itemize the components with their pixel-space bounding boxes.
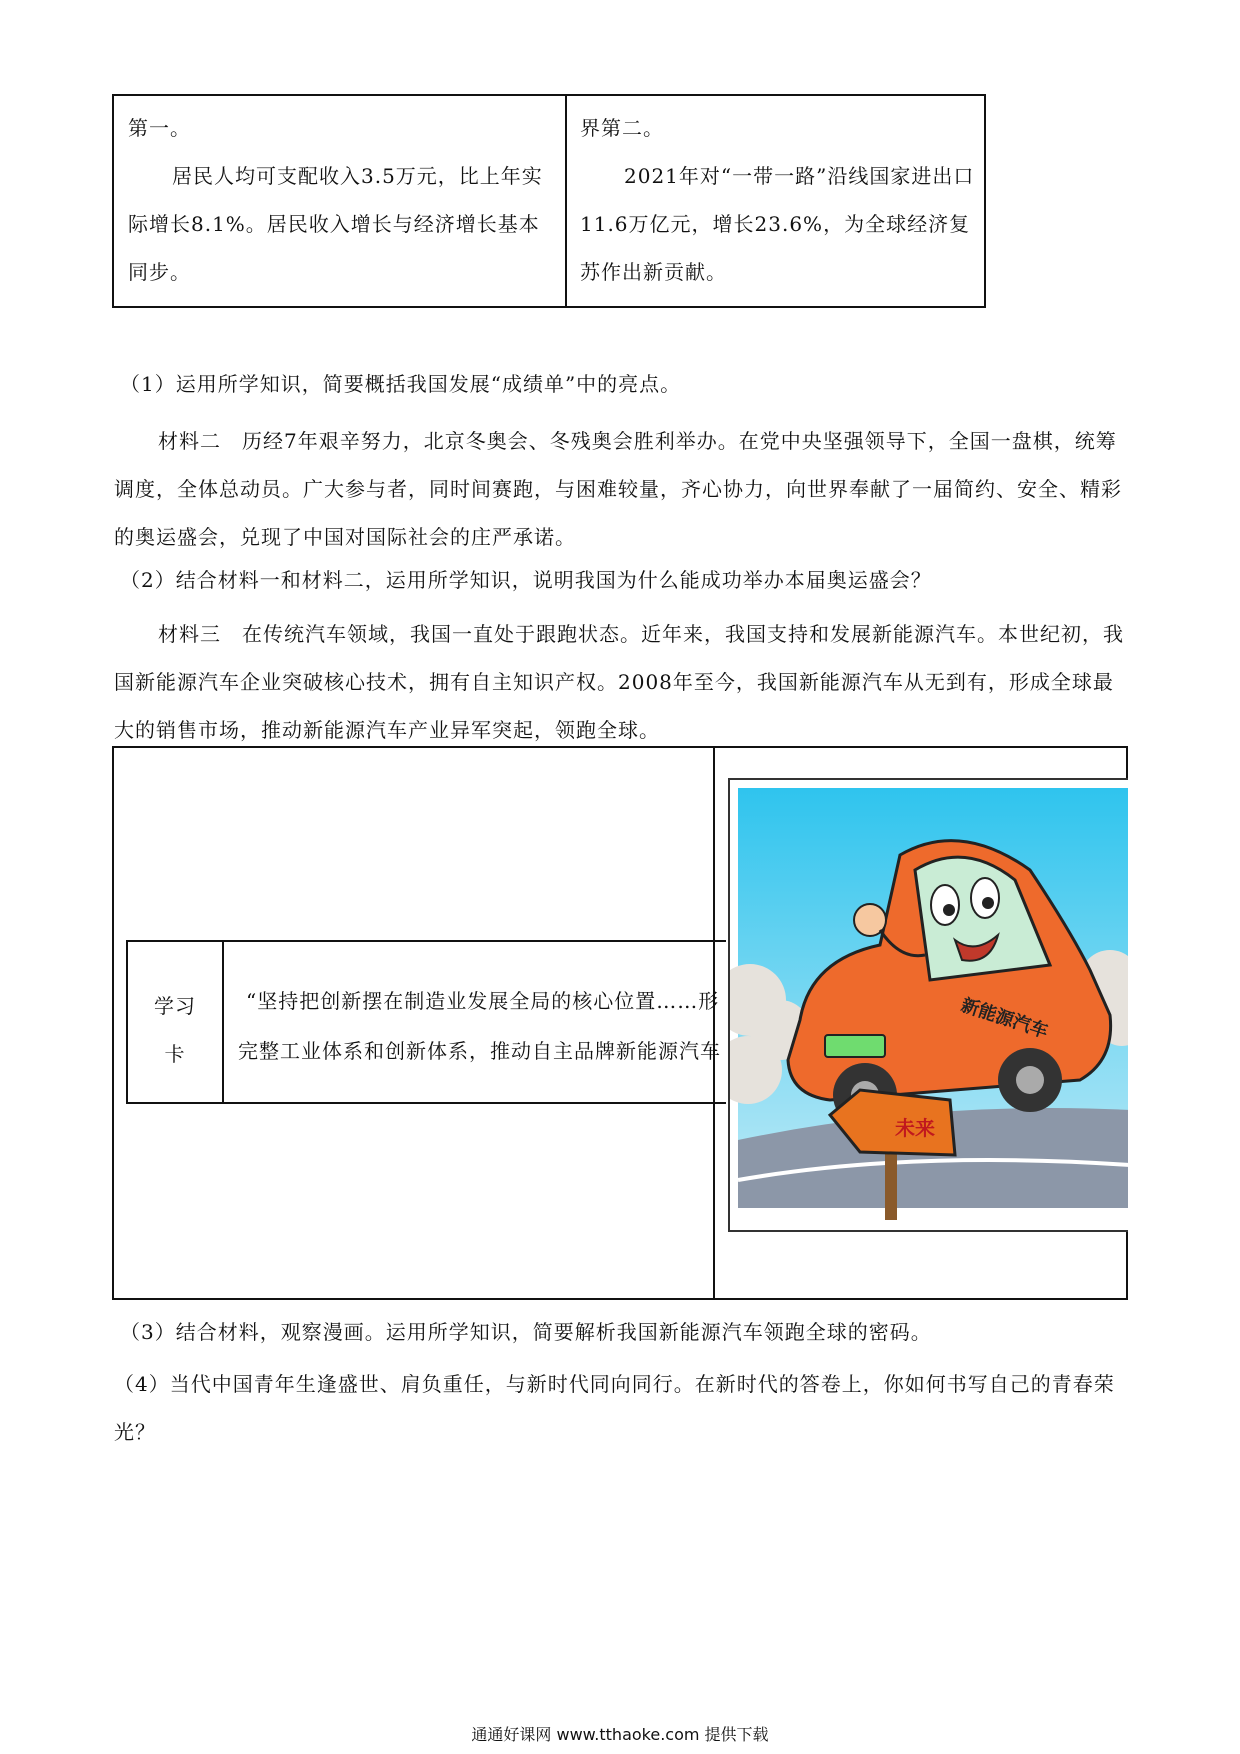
left-cell-paragraph: 居民人均可支配收入3.5万元，比上年实际增长8.1%。居民收入增长与经济增长基本同步。 [128, 164, 543, 284]
cartoon-svg [730, 780, 1128, 1232]
study-card-line1: “坚持把创新摆在制造业发展全局的核心位置……形 [246, 989, 720, 1013]
cartoon-image [728, 778, 1128, 1232]
question-3: （3）结合材料，观察漫画。运用所学知识，简要解析我国新能源汽车领跑全球的密码。 [120, 1320, 932, 1344]
right-cell-line0: 界第二。 [580, 116, 664, 140]
study-card-label [128, 982, 222, 1078]
right-cell-paragraph: 2021年对“一带一路”沿线国家进出口11.6万亿元，增长23.6%，为全球经济复苏作出新贡献。 [580, 164, 975, 284]
sign-label: 未来 [895, 1116, 935, 1140]
page-footer: 通通好课网 www.tthaoke.com 提供下载 [471, 1725, 769, 1744]
study-card-label-line1: 学习 [154, 994, 196, 1018]
study-card-label-divider [222, 942, 224, 1102]
study-card [126, 940, 726, 1104]
material-3: 材料三 在传统汽车领域，我国一直处于跟跑状态。近年来，我国支持和发展新能源汽车。本世纪初，我国新能源汽车企业突破核心技术，拥有自主知识产权。2008年至今，我国新能源汽车从无到有，形成全球最大的销售市场，推动新能源汽车产业异军突起，领跑全球。 [114, 622, 1124, 742]
left-cell-line0: 第一。 [128, 116, 191, 140]
study-card-text [238, 976, 726, 1076]
question-4: （4）当代中国青年生逢盛世、肩负重任，与新时代同向同行。在新时代的答卷上，你如何书写自己的青春荣光？ [114, 1372, 1115, 1444]
question-2: （2）结合材料一和材料二，运用所学知识，说明我国为什么能成功举办本届奥运盛会？ [120, 568, 932, 592]
top-table-left-cell [128, 104, 556, 296]
material-2: 材料二 历经7年艰辛努力，北京冬奥会、冬残奥会胜利举办。在党中央坚强领导下，全国一盘棋，统筹调度，全体总动员。广大参与者，同时间赛跑，与困难较量，齐心协力，向世界奉献了一届简约、安全、精彩的奥运盛会，兑现了中国对国际社会的庄严承诺。 [114, 429, 1122, 549]
top-table-right-cell [580, 104, 976, 296]
study-card-line2: 完整工业体系和创新体系，推动自主品牌新能源汽车 [238, 1039, 721, 1063]
top-table-divider [565, 94, 567, 308]
study-card-label-line2: 卡 [164, 1042, 186, 1066]
car-label: 新能源汽车 [958, 994, 1051, 1043]
question-1: （1）运用所学知识，简要概括我国发展“成绩单”中的亮点。 [120, 372, 682, 396]
